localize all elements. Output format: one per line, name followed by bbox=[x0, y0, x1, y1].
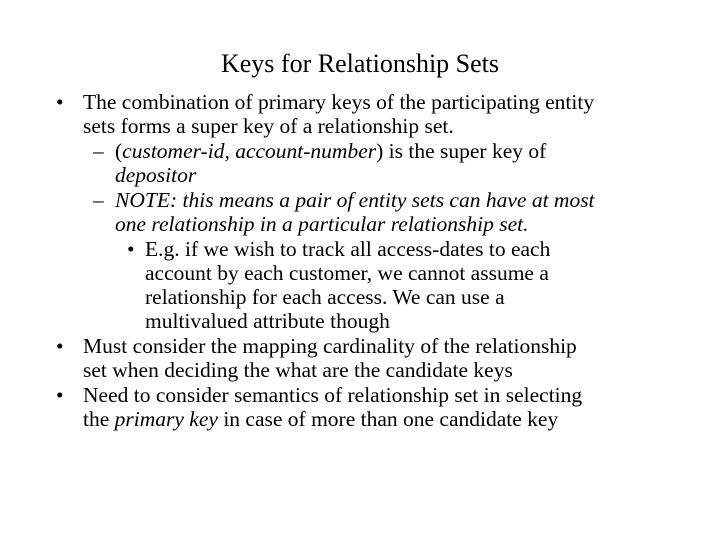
subsub-1-line-4: multivalued attribute though bbox=[145, 309, 390, 333]
bullet-1-line-2: sets forms a super key of a relationship set. bbox=[83, 114, 454, 138]
bullet-item-1 bbox=[0, 90, 673, 138]
sub-2-line-1 bbox=[115, 188, 675, 212]
sub-1-open-paren: ( bbox=[115, 139, 123, 163]
slide-content bbox=[0, 90, 720, 432]
slide-title: Keys for Relationship Sets bbox=[220, 49, 500, 78]
sub-item-2 bbox=[0, 188, 675, 236]
bullet-3-line-2 bbox=[83, 407, 673, 431]
sub-1-text: ) is the super key of bbox=[376, 139, 547, 163]
bullet-3-line-1: Need to consider semantics of relationship set in selecting bbox=[83, 383, 583, 407]
sub-2-line-2 bbox=[115, 212, 675, 236]
bullet-2-line-1: Must consider the mapping cardinality of the relationship bbox=[83, 334, 577, 358]
bullet-marker: • bbox=[127, 237, 135, 261]
sub-1-line-1 bbox=[115, 139, 675, 163]
bullet-2-line-2: set when deciding the what are the candidate keys bbox=[83, 358, 513, 382]
subsub-1-line-2: account by each customer, we cannot assume a bbox=[145, 261, 549, 285]
sub-1-line-2 bbox=[115, 163, 675, 187]
bullet-marker: • bbox=[56, 90, 64, 114]
sub-1-key-attributes: customer-id, account-number bbox=[122, 139, 377, 163]
dash-marker: – bbox=[93, 139, 104, 163]
sub-1-relationship-name: depositor bbox=[115, 163, 197, 187]
sub-item-1 bbox=[0, 139, 675, 187]
sub-2-line-1-text: NOTE: this means a pair of entity sets can have at most bbox=[115, 188, 595, 212]
bullet-1-line-1: The combination of primary keys of the participating entity bbox=[83, 90, 595, 114]
bullet-marker: • bbox=[56, 383, 64, 407]
subsub-1-line-1: E.g. if we wish to track all access-dates to each bbox=[145, 237, 551, 261]
bullet-3-line-2-start: the bbox=[83, 407, 115, 431]
bullet-marker: • bbox=[56, 334, 64, 358]
subsub-item-1 bbox=[0, 237, 675, 333]
dash-marker: – bbox=[93, 188, 104, 212]
bullet-3-line-2-end: in case of more than one candidate key bbox=[217, 407, 559, 431]
subsub-1-line-3: relationship for each access. We can use a bbox=[145, 285, 505, 309]
sub-2-line-2-text: one relationship in a particular relationship set. bbox=[115, 212, 529, 236]
bullet-item-3 bbox=[0, 383, 673, 431]
bullet-item-2 bbox=[0, 334, 673, 382]
primary-key-term: primary key bbox=[114, 407, 218, 431]
